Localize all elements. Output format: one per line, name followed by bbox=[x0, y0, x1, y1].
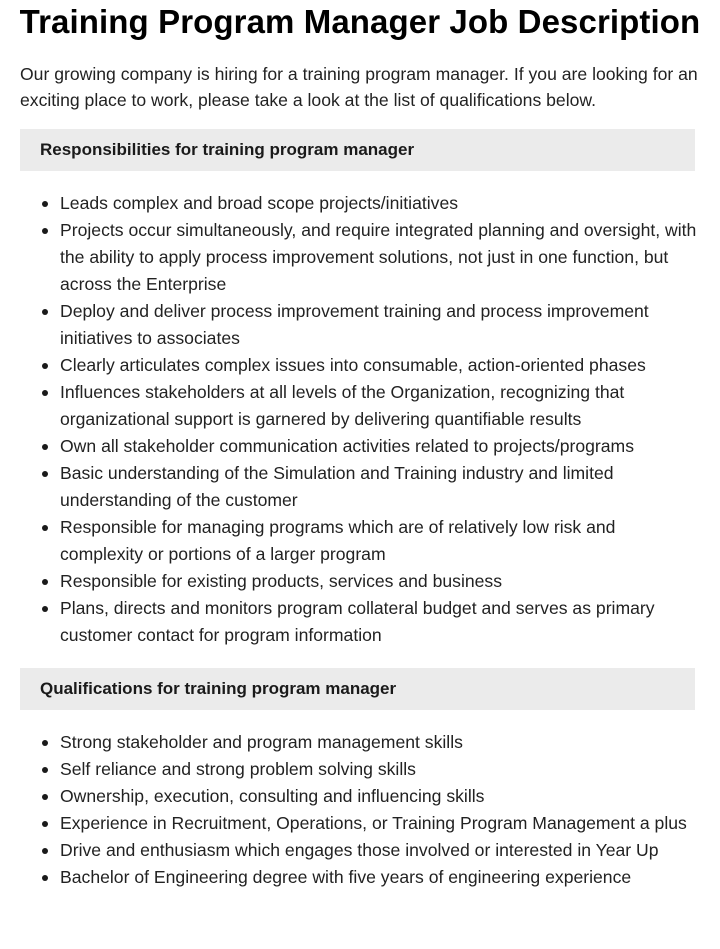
bullet-icon bbox=[42, 875, 48, 881]
list-item bbox=[60, 460, 700, 514]
list-item bbox=[60, 810, 700, 837]
list-item-text: Responsible for managing programs which are of relatively low risk and complexity or portions of a larger program bbox=[60, 517, 616, 564]
bullet-icon bbox=[42, 821, 48, 827]
intro-paragraph: Our growing company is hiring for a training program manager. If you are looking for an exciting place to work, please take a look at the list of qualifications below. bbox=[20, 64, 698, 110]
qualifications-list bbox=[20, 729, 700, 891]
list-item-text: Ownership, execution, consulting and influencing skills bbox=[60, 786, 485, 806]
list-item bbox=[60, 864, 700, 891]
bullet-icon bbox=[42, 201, 48, 207]
bullet-icon bbox=[42, 228, 48, 234]
bullet-icon bbox=[42, 606, 48, 612]
list-item-text: Clearly articulates complex issues into consumable, action-oriented phases bbox=[60, 355, 646, 375]
list-item bbox=[60, 568, 700, 595]
responsibilities-heading: Responsibilities for training program manager bbox=[20, 129, 695, 171]
list-item bbox=[60, 756, 700, 783]
list-item-text: Self reliance and strong problem solving skills bbox=[60, 759, 416, 779]
list-item-text: Strong stakeholder and program management skills bbox=[60, 732, 463, 752]
list-item bbox=[60, 433, 700, 460]
list-item bbox=[60, 190, 700, 217]
list-item-text: Deploy and deliver process improvement training and process improvement initiatives to associates bbox=[60, 301, 649, 348]
qualifications-heading: Qualifications for training program manager bbox=[20, 668, 695, 710]
list-item bbox=[60, 217, 700, 298]
bullet-icon bbox=[42, 444, 48, 450]
bullet-icon bbox=[42, 848, 48, 854]
list-item-text: Leads complex and broad scope projects/initiatives bbox=[60, 193, 459, 213]
list-item-text: Plans, directs and monitors program collateral budget and serves as primary customer contact for program information bbox=[60, 598, 655, 645]
list-item bbox=[60, 837, 700, 864]
page-title: Training Program Manager Job Description bbox=[19, 3, 701, 40]
list-item-text: Basic understanding of the Simulation and Training industry and limited understanding of the customer bbox=[60, 463, 614, 510]
bullet-icon bbox=[42, 309, 48, 315]
bullet-icon bbox=[42, 579, 48, 585]
bullet-icon bbox=[42, 767, 48, 773]
list-item-text: Experience in Recruitment, Operations, or Training Program Management a plus bbox=[60, 813, 687, 833]
responsibilities-list bbox=[20, 190, 700, 649]
list-item bbox=[60, 729, 700, 756]
list-item-text: Bachelor of Engineering degree with five years of engineering experience bbox=[60, 867, 632, 887]
list-item bbox=[60, 595, 700, 649]
list-item bbox=[60, 352, 700, 379]
list-item bbox=[60, 514, 700, 568]
bullet-icon bbox=[42, 390, 48, 396]
list-item bbox=[60, 379, 700, 433]
list-item bbox=[60, 783, 700, 810]
list-item-text: Projects occur simultaneously, and require integrated planning and oversight, with the ability to apply process improvement solutions, not just in one function, but across the Enterprise bbox=[60, 220, 697, 294]
list-item-text: Drive and enthusiasm which engages those involved or interested in Year Up bbox=[60, 840, 659, 860]
bullet-icon bbox=[42, 794, 48, 800]
bullet-icon bbox=[42, 525, 48, 531]
list-item-text: Influences stakeholders at all levels of the Organization, recognizing that organizational support is garnered by delivering quantifiable results bbox=[60, 382, 625, 429]
bullet-icon bbox=[42, 363, 48, 369]
list-item bbox=[60, 298, 700, 352]
list-item-text: Responsible for existing products, services and business bbox=[60, 571, 503, 591]
list-item-text: Own all stakeholder communication activities related to projects/programs bbox=[60, 436, 635, 456]
bullet-icon bbox=[42, 471, 48, 477]
bullet-icon bbox=[42, 740, 48, 746]
